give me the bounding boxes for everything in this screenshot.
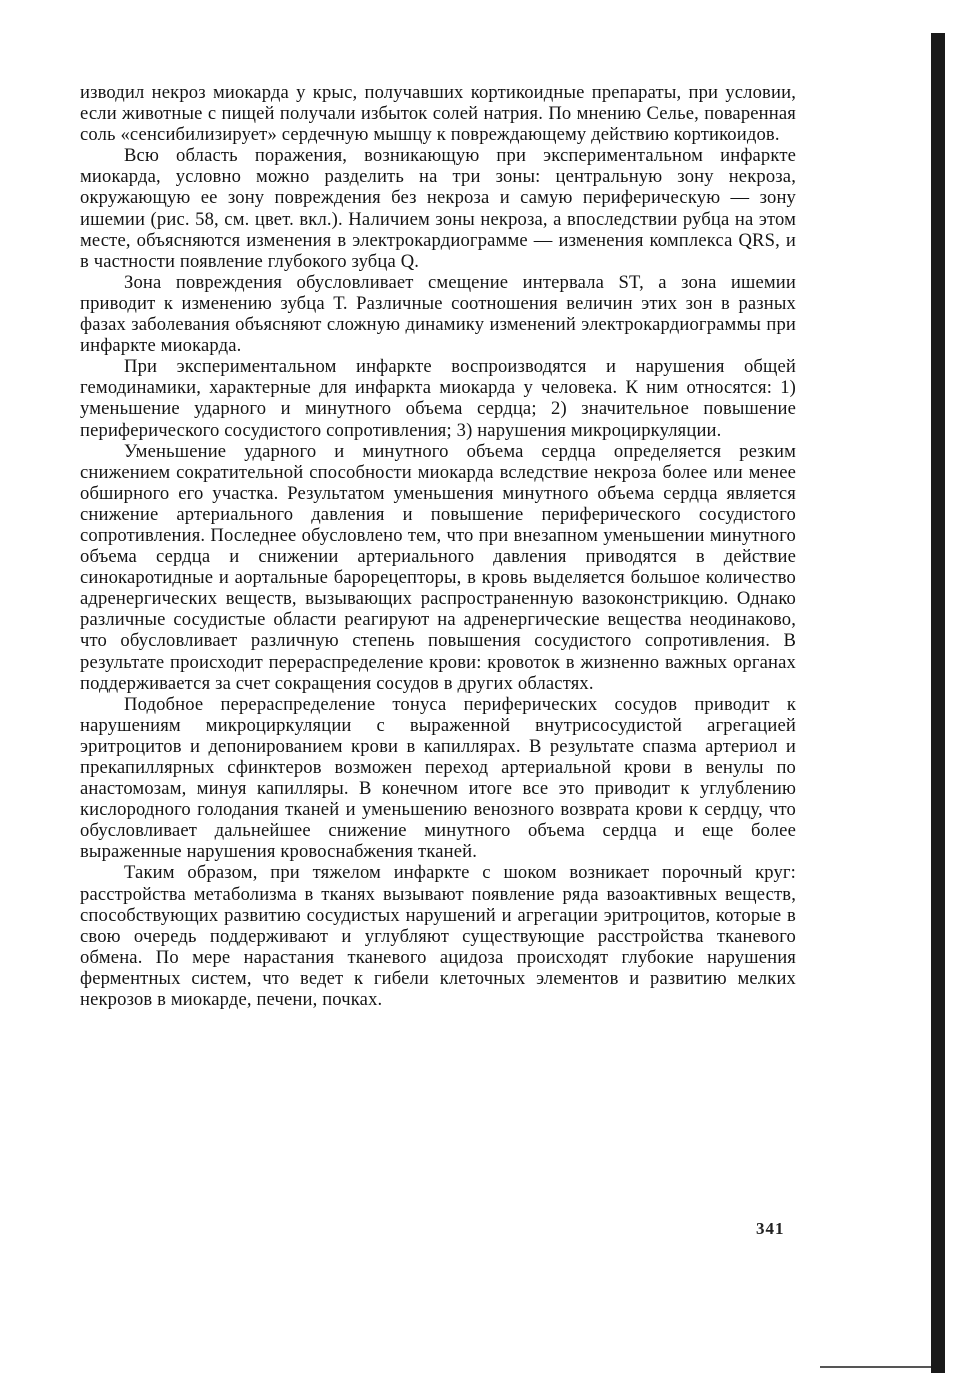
page-number: 341 bbox=[756, 1219, 785, 1238]
scan-edge-shadow bbox=[931, 33, 945, 1373]
scan-bottom-line bbox=[820, 1366, 931, 1368]
paragraph-5: Уменьшение ударного и минутного объема сердца определяется резким снижением сократительной способности миокарда вследствие некроза более или менее обширного его участка. Результатом уменьшения минутного объема сердца является снижение артериального давления и повышение периферического сосудистого сопротивления. Последнее обусловлено тем, что при внезапном уменьшении минутного объема сердца и снижении артериального давления приводятся в действие синокаротидные и аортальные барорецепторы, в кровь выделяется большое количество адренергических веществ, вызывающих распространенную вазоконстрикцию. Однако различные сосудистые области реагируют на адренергические вещества неодинаково, что обусловливает различную степень повышения сосудистого сопротивления. В результате происходит перераспределение крови: кровоток в жизненно важных органах поддерживается за счет сокращения сосудов в других областях. bbox=[80, 440, 796, 694]
paragraph-1: изводил некроз миокарда у крыс, получавших кортикоидные препараты, при условии, если животные с пищей получали избыток солей натрия. По мнению Селье, поваренная соль «сенсибилизирует» сердечную мышцу к повреждающему действию кортикоидов. bbox=[80, 82, 796, 146]
paragraph-6: Подобное перераспределение тонуса периферических сосудов приводит к нарушениям микроциркуляции с выраженной внутрисосудистой агрегацией эритроцитов и депонированием крови в капиллярах. В результате спазма артериол и прекапиллярных сфинктеров возможен переход артериальной крови в венулы по анастомозам, минуя капилляры. В конечном итоге все это приводит к углублению кислородного голодания тканей и уменьшению венозного возврата крови к сердцу, что обусловливает дальнейшее снижение минутного объема сердца и еще более выраженные нарушения кровоснабжения тканей. bbox=[80, 693, 796, 863]
paragraph-4: При экспериментальном инфаркте воспроизводятся и нарушения общей гемодинамики, характерные для инфаркта миокарда у человека. К ним относятся: 1) уменьшение ударного и минутного объема сердца; 2) значительное повышение периферического сосудистого сопротивления; 3) нарушения микроциркуляции. bbox=[80, 356, 796, 441]
paragraph-3: Зона повреждения обусловливает смещение интервала ST, а зона ишемии приводит к изменению зубца Т. Различные соотношения величин этих зон в разных фазах заболевания объясняют сложную динамику изменений электрокардиограммы при инфаркте миокарда. bbox=[80, 271, 796, 357]
paragraph-7: Таким образом, при тяжелом инфаркте с шоком возникает порочный круг: расстройства метаболизма в тканях вызывают появление ряда вазоактивных веществ, способствующих развитию сосудистых нарушений и агрегации эритроцитов, которые в свою очередь поддерживают и углубляют существующие расстройства тканевого обмена. По мере нарастания тканевого ацидоза происходят глубокие нарушения ферментных систем, что ведет к гибели клеточных элементов и развитию мелких некрозов в миокарде, печени, почках. bbox=[80, 862, 796, 1011]
body-text bbox=[80, 82, 796, 1010]
paragraph-2: Всю область поражения, возникающую при экспериментальном инфаркте миокарда, условно можно разделить на три зоны: центральную зону некроза, окружающую ее зону повреждения без некроза и самую периферическую — зону ишемии (рис. 58, см. цвет. вкл.). Наличием зоны некроза, а впоследствии рубца на этом месте, объясняются изменения в электрокардиограмме — изменения комплекса QRS, и в частности появление глубокого зубца Q. bbox=[80, 145, 796, 272]
